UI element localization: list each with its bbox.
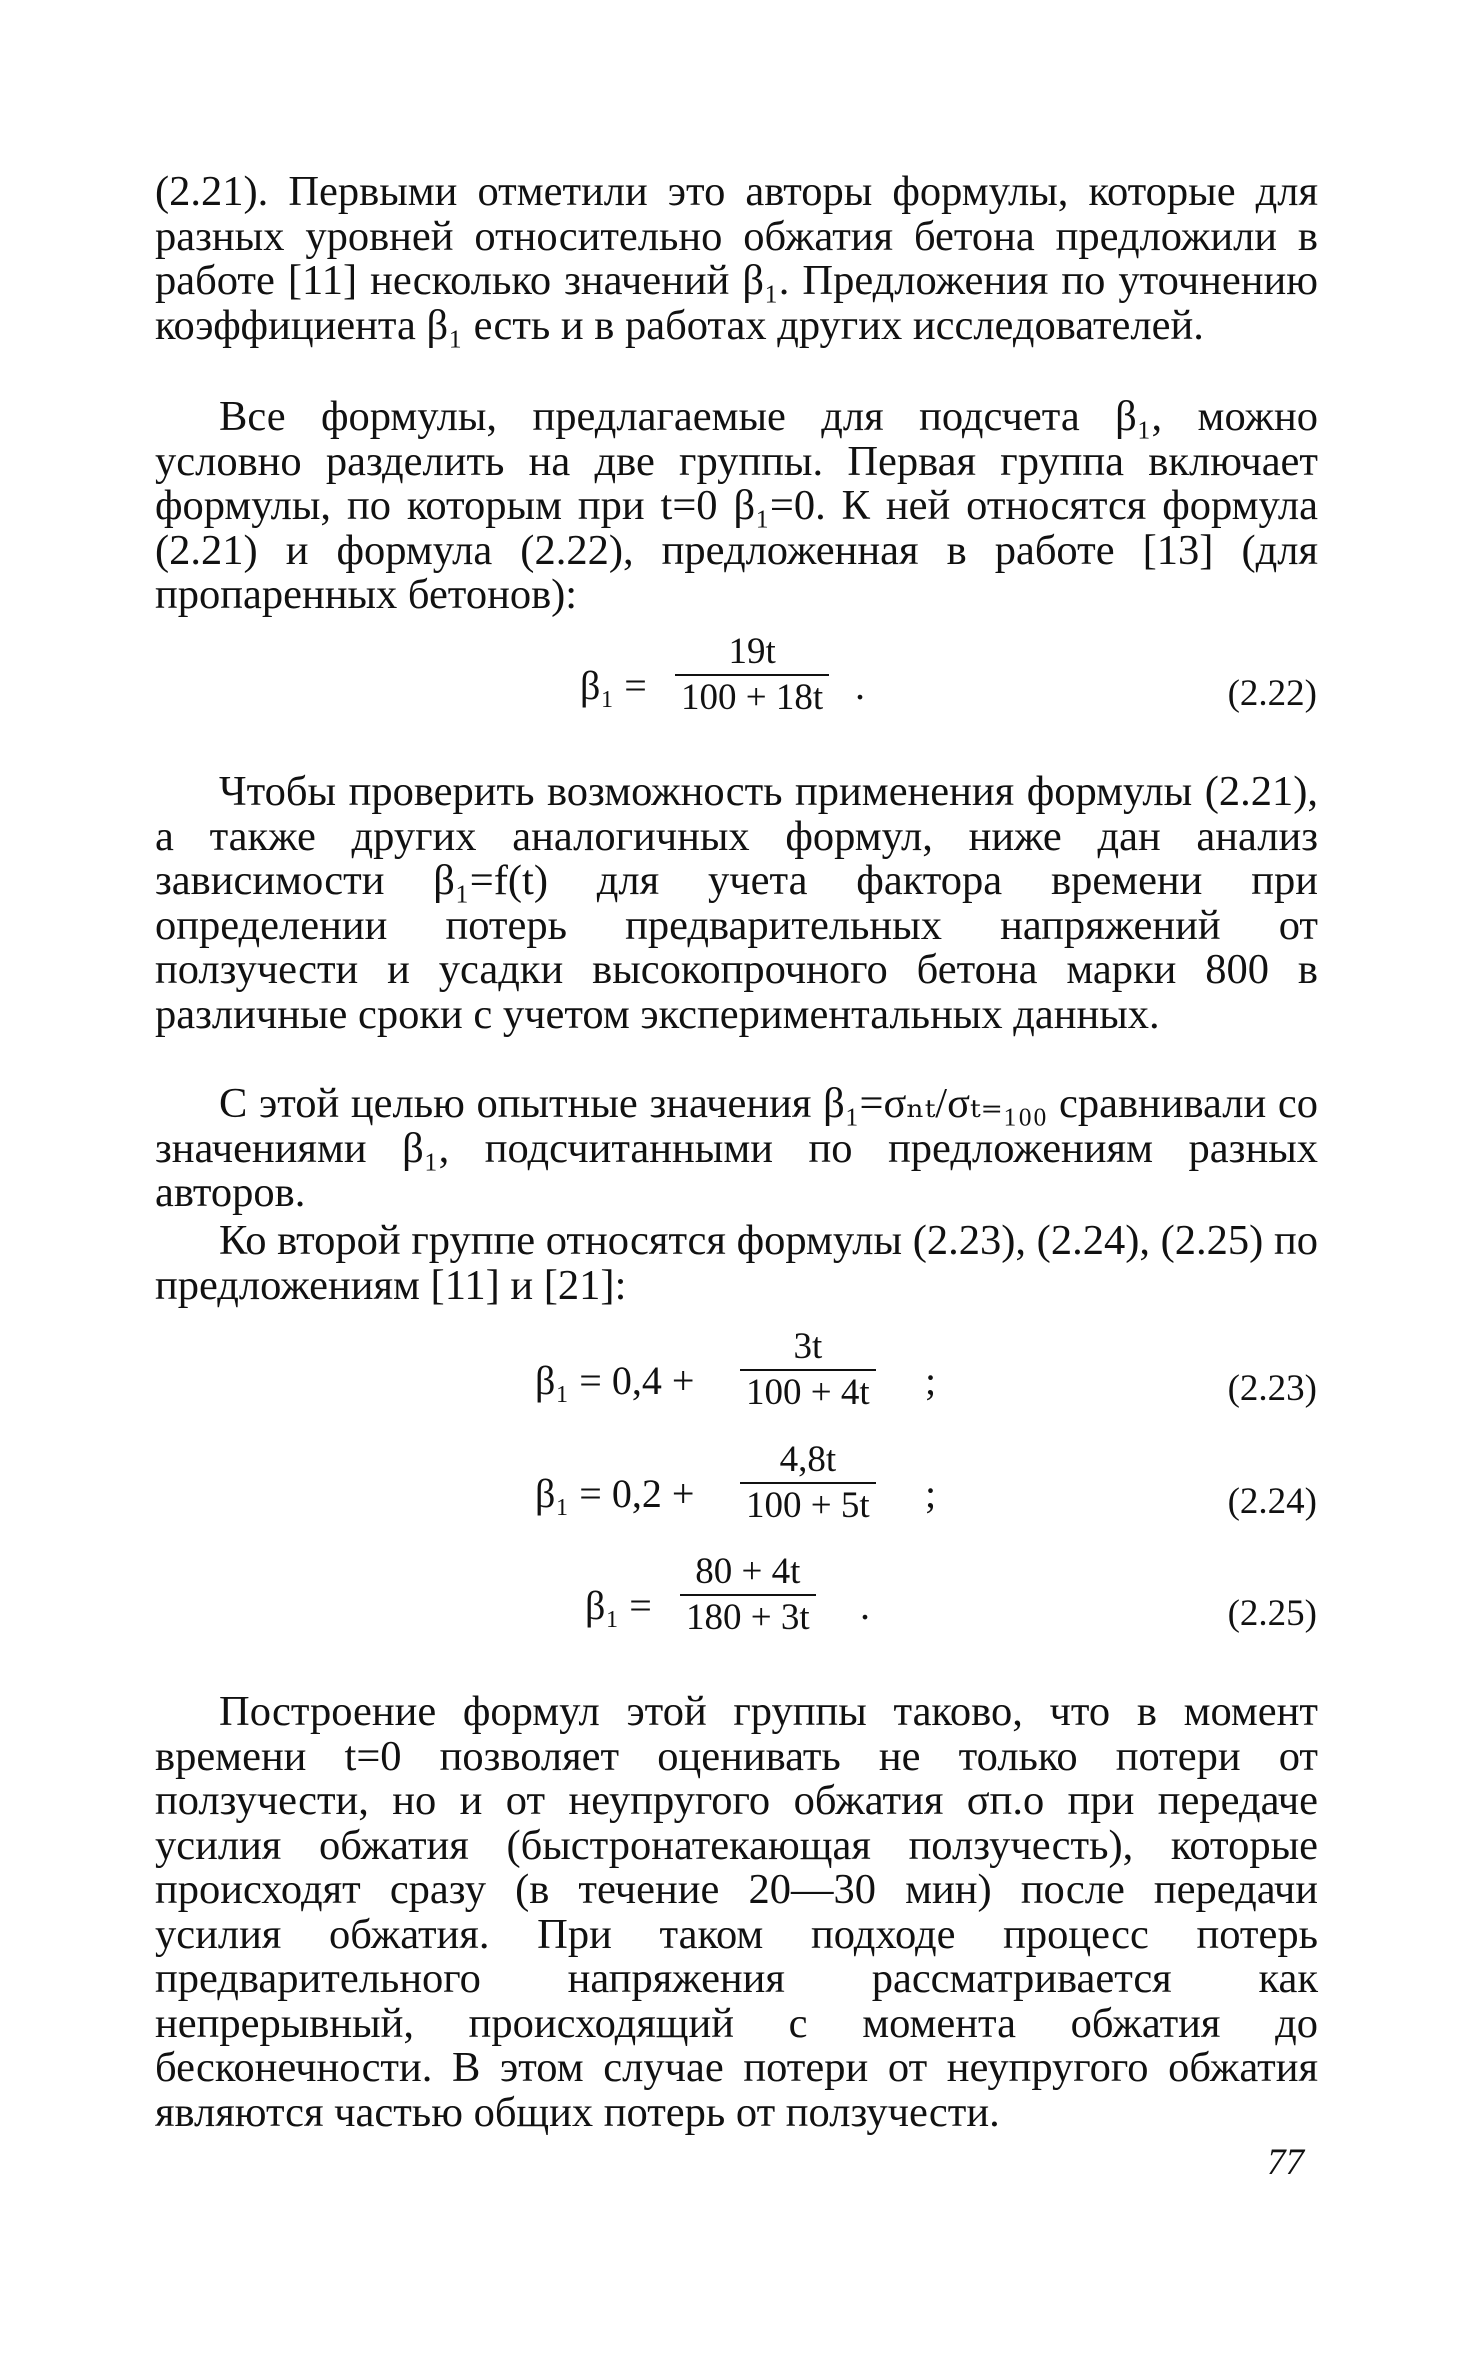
denominator: 100 + 4t: [746, 1372, 870, 1413]
paragraph-6: Построение формул этой группы таково, что в момент времени t=0 позволяет оценивать не только потери от ползучести, но и от неупругого обжатия σп.о при передаче усилия обжатия (быстронатекающая ползучесть), которые происходят сразу (в течение 20—30 мин) после передачи усилия обжатия. При таком подходе процесс потерь предварительного напряжения рассматривается как непрерывный, происходящий с момента обжатия до бесконечности. В этом случае потери от неупругого обжатия являются частью общих потерь от ползучести.: [155, 1688, 1318, 2136]
numerator: 19t: [728, 631, 776, 672]
formula-suffix: .: [855, 663, 865, 708]
formula-2-23: [535, 1325, 1055, 1435]
fraction: [675, 630, 829, 720]
page-number: 77: [1267, 2142, 1304, 2183]
formula-2-25: [585, 1550, 1105, 1660]
fraction: [740, 1438, 876, 1528]
formula-lhs: β₁ =: [585, 1583, 652, 1628]
equation-number-2-24: (2.24): [1227, 1481, 1317, 1522]
numerator: 4,8t: [779, 1439, 837, 1480]
denominator: 180 + 3t: [686, 1597, 810, 1638]
formula-suffix: ;: [925, 1471, 937, 1516]
formula-2-24: [535, 1438, 1055, 1548]
paragraph-4: С этой целью опытные значения β₁=σₙₜ/σₜ₌₁₀₀ сравнивали со значениями β₁, подсчитанными по предложениям разных авторов.: [155, 1080, 1318, 1216]
equation-number-2-23: (2.23): [1227, 1368, 1317, 1409]
formula-lhs: β₁ = 0,4 +: [535, 1358, 695, 1403]
paragraph-2: Все формулы, предлагаемые для подсчета β₁, можно условно разделить на две группы. Первая группа включает формулы, по которым при t=0 β₁=0. К ней относятся формула (2.21) и формула (2.22), предложенная в работе [13] (для пропаренных бетонов):: [155, 393, 1318, 618]
equation-number-2-25: (2.25): [1227, 1593, 1317, 1634]
numerator: 80 + 4t: [695, 1551, 801, 1592]
paragraph-3: Чтобы проверить возможность применения формулы (2.21), а также других аналогичных формул, ниже дан анализ зависимости β₁=f(t) для учета фактора времени при определении потерь предварительных напряжений от ползучести и усадки высокопрочного бетона марки 800 в различные сроки с учетом экспериментальных данных.: [155, 768, 1318, 1038]
formula-lhs: β₁ = 0,2 +: [535, 1471, 695, 1516]
paragraph-1: (2.21). Первыми отметили это авторы формулы, которые для разных уровней относительно обжатия бетона предложили в работе [11] несколько значений β₁. Предложения по уточнению коэффициента β₁ есть и в работах других исследователей.: [155, 168, 1318, 349]
fraction: [740, 1325, 876, 1415]
denominator: 100 + 5t: [746, 1485, 870, 1526]
formula-2-22: [580, 630, 1100, 740]
equation-number-2-22: (2.22): [1227, 673, 1317, 714]
formula-lhs: β₁ =: [580, 663, 647, 708]
fraction: [680, 1550, 816, 1640]
formula-suffix: ;: [925, 1358, 937, 1403]
formula-suffix: .: [860, 1583, 870, 1628]
denominator: 100 + 18t: [681, 677, 824, 718]
paragraph-5: Ко второй группе относятся формулы (2.23), (2.24), (2.25) по предложениям [11] и [21]:: [155, 1217, 1318, 1309]
numerator: 3t: [793, 1326, 823, 1367]
